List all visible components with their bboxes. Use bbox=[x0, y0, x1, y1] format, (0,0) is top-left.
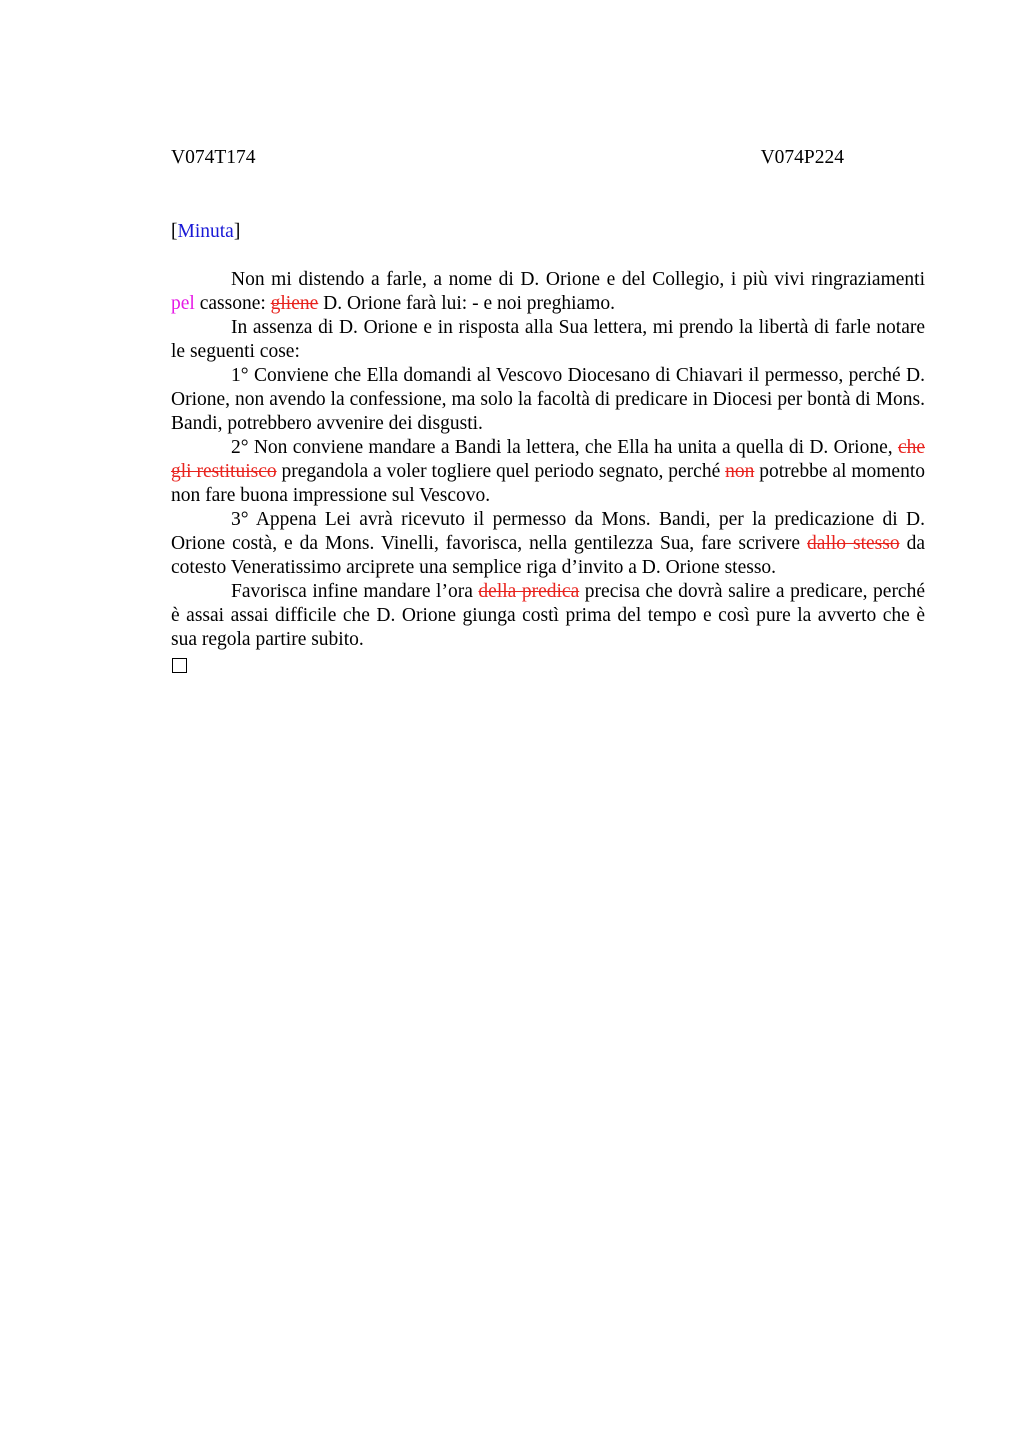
paragraph-5-text-b: da cotesto Veneratissimo arciprete una semplice riga d’invito a D. Orione stesso. bbox=[171, 533, 925, 578]
deleted-phrase: della predica bbox=[478, 581, 580, 602]
deleted-phrase: dallo stesso bbox=[807, 533, 900, 554]
paragraph-4-text-c: potrebbe al momento non fare buona impressione sul Vescovo. bbox=[171, 461, 926, 506]
paragraph-1-text-a: Non mi distendo a farle, a nome di D. Orione e del Collegio, i più vivi ringraziamenti bbox=[231, 269, 925, 290]
end-of-document-box-icon bbox=[172, 658, 187, 673]
bracket-open: [ bbox=[171, 221, 178, 242]
paragraph-5 bbox=[171, 508, 925, 580]
paragraph-1-text-c: D. Orione farà lui: - e noi preghiamo. bbox=[318, 293, 616, 314]
paragraph-4 bbox=[171, 436, 925, 508]
volume-code-right: V074P224 bbox=[760, 147, 844, 168]
paragraph-6-text-b: precisa che dovrà salire a predicare, perché è assai assai difficile che D. Orione giunga costì prima del tempo e così pure la avverto che è sua regola partire subito. bbox=[171, 581, 925, 650]
paragraph-1-text-b: cassone: bbox=[194, 293, 271, 314]
paragraph-5-text-a: 3° Appena Lei avrà ricevuto il permesso da Mons. Bandi, per la predicazione di D. Orione costà, e da Mons. Vinelli, favorisca, nella gentilezza Sua, fare scrivere bbox=[171, 509, 925, 554]
volume-code-left: V074T174 bbox=[171, 147, 256, 168]
deleted-word: gliene bbox=[270, 293, 319, 314]
paragraph-4-text-a: 2° Non conviene mandare a Bandi la lettera, che Ella ha unita a quella di D. Orione, bbox=[231, 437, 898, 458]
bracket-close: ] bbox=[233, 221, 241, 242]
document-type-label bbox=[171, 218, 925, 246]
paragraph-6-text-a: Favorisca infine mandare l’ora bbox=[231, 581, 479, 602]
deleted-phrase: che gli restituisco bbox=[171, 437, 925, 482]
paragraph-3-text: 1° Conviene che Ella domandi al Vescovo Diocesano di Chiavari il permesso, perché D. Orione, non avendo la confessione, ma solo la facoltà di predicare in Diocesi per bontà di Mons. Bandi, potrebbero avvenire dei disgusti. bbox=[171, 365, 925, 434]
document-header bbox=[171, 144, 844, 172]
deleted-word: non bbox=[725, 461, 755, 482]
paragraph-2-text: In assenza di D. Orione e in risposta alla Sua lettera, mi prendo la libertà di farle notare le seguenti cose: bbox=[171, 317, 925, 362]
paragraph-6 bbox=[171, 580, 925, 652]
paragraph-1 bbox=[171, 268, 925, 316]
inserted-word: pel bbox=[171, 293, 195, 314]
paragraph-3 bbox=[171, 364, 925, 436]
paragraph-4-text-b: pregandola a voler togliere quel periodo segnato, perché bbox=[276, 461, 726, 482]
minuta-label: Minuta bbox=[177, 221, 234, 242]
paragraph-2 bbox=[171, 316, 925, 364]
document-page bbox=[171, 144, 925, 673]
letter-body bbox=[171, 268, 925, 673]
